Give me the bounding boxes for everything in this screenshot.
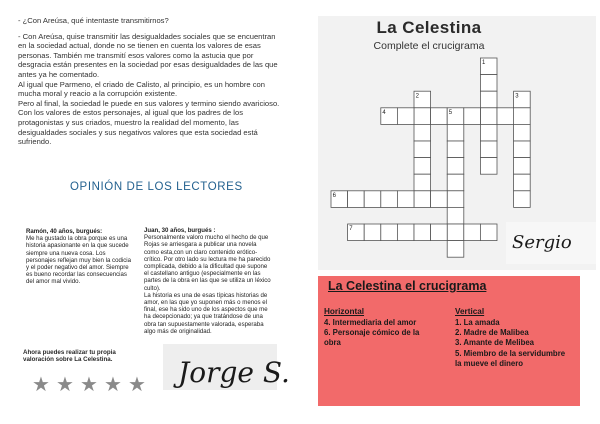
- crossword-cell[interactable]: [447, 207, 464, 224]
- clue-item: 5. Miembro de la servidumbre la mueve el dinero: [455, 348, 566, 368]
- signature-left: Jorge S.: [178, 356, 290, 389]
- crossword-cell[interactable]: [431, 191, 448, 208]
- opinions-heading: OPINIÓN DE LOS LECTORES: [70, 181, 243, 193]
- horizontal-heading: Horizontal: [324, 307, 365, 316]
- crossword-cell[interactable]: [431, 224, 448, 241]
- crossword-title: La Celestina: [376, 18, 482, 37]
- clue-number: 4: [382, 110, 386, 116]
- crossword-cell[interactable]: [414, 224, 431, 241]
- clue-number: 3: [515, 93, 519, 100]
- crossword-cell[interactable]: [447, 241, 464, 258]
- rating-prompt: Ahora puedes realizar tu propia valoración sobre La Celestina.: [23, 349, 116, 364]
- review-text: Me ha gustado la obra porque es una historia apasionante en la que sucede siempre una nueva cosa. Los personajes reflejan muy bien la codicia y el poder negativo del amor. Siempre es bueno recordar las consecuencias del amor mal vivido.: [26, 235, 132, 286]
- crossword-cell[interactable]: [431, 108, 448, 125]
- review-text: Personalmente valoro mucho el hecho de que Rojas se arriesgara a publicar una novela como esta,con un claro contenido erótico-crítico. Por otro lado su lectura me ha parecido complicada, debido a la dificultad que supone el castellano antiguo (especialmente en las partes de la obra en las que se utiliza un léxico culto).: [144, 234, 271, 292]
- clue-number: 1: [482, 60, 486, 67]
- clue-number: 5: [448, 110, 453, 116]
- clue-item: 4. Intermediaria del amor: [324, 318, 417, 327]
- horizontal-clues: [324, 318, 436, 349]
- clue-item: 1. La amada: [455, 318, 500, 327]
- crossword-cell[interactable]: [480, 91, 497, 108]
- star-icon[interactable]: ★: [80, 374, 98, 396]
- crossword-cell[interactable]: [414, 174, 431, 191]
- crossword-cell[interactable]: [414, 124, 431, 141]
- review-author: Ramón, 40 años, burgués:: [26, 228, 103, 235]
- crossword-cell[interactable]: [447, 224, 464, 241]
- crossword-cell[interactable]: [364, 224, 381, 241]
- crossword-cells: [331, 58, 530, 257]
- star-icon[interactable]: ★: [128, 374, 146, 396]
- crossword-cell[interactable]: [414, 108, 431, 125]
- crossword-cell[interactable]: [447, 141, 464, 158]
- crossword-cell[interactable]: [514, 191, 531, 208]
- star-icon[interactable]: ★: [56, 374, 74, 396]
- crossword-cell[interactable]: [414, 191, 431, 208]
- crossword-cell[interactable]: [447, 191, 464, 208]
- crossword-cell[interactable]: [480, 224, 497, 241]
- crossword-cell[interactable]: [414, 158, 431, 175]
- crossword-cell[interactable]: [514, 108, 531, 125]
- crossword-cell[interactable]: [397, 108, 414, 125]
- crossword-subtitle: Complete el crucigrama: [373, 40, 485, 52]
- crossword-cell[interactable]: [514, 141, 531, 158]
- crossword-cell[interactable]: [480, 141, 497, 158]
- star-icon[interactable]: ★: [32, 374, 50, 396]
- vertical-heading: Vertical: [455, 307, 485, 316]
- question: - ¿Con Areúsa, qué intentaste transmitirnos?: [18, 16, 169, 25]
- crossword-cell[interactable]: [480, 108, 497, 125]
- crossword-cell[interactable]: [514, 124, 531, 141]
- crossword-cell[interactable]: [397, 224, 414, 241]
- crossword-cell[interactable]: [381, 191, 398, 208]
- vertical-clues: [455, 318, 573, 369]
- answer-paragraph-1: - Con Areúsa, quise transmitir las desigualdades sociales que se encuentran en la sociedad actual, donde no se tienen en cuenta los valores de esas personas. También me transmití esos valores como la astucia que por desgracia están presentes en la sociedad por esas desigualdades de las que antes ya he comentado.: [18, 31, 278, 79]
- crossword-cell[interactable]: [497, 108, 514, 125]
- crossword-cell[interactable]: [364, 191, 381, 208]
- crossword-cell[interactable]: [397, 191, 414, 208]
- answer-paragraph-3: Pero al final, la sociedad le puede en sus valores y termino siendo avaricioso.: [18, 98, 280, 108]
- crossword-cell[interactable]: [447, 158, 464, 175]
- crossword-cell[interactable]: [480, 158, 497, 175]
- star-icon[interactable]: ★: [104, 374, 122, 396]
- clues-title: La Celestina el crucigrama: [328, 279, 487, 293]
- crossword-cell[interactable]: [447, 174, 464, 191]
- clue-item: 3. Amante de Melibea: [455, 338, 535, 348]
- crossword-cell[interactable]: [480, 75, 497, 92]
- crossword-cell[interactable]: [464, 108, 481, 125]
- crossword-cell[interactable]: [414, 141, 431, 158]
- clue-number: 7: [349, 226, 353, 233]
- crossword-cell[interactable]: [447, 124, 464, 141]
- clue-number: 6: [332, 193, 336, 199]
- signature-right: Sergio: [512, 232, 572, 253]
- crossword-cell[interactable]: [464, 224, 481, 241]
- crossword-cell[interactable]: [348, 191, 365, 208]
- crossword-cell[interactable]: [514, 158, 531, 175]
- clue-item: 6. Personaje cómico de la obra: [324, 328, 420, 348]
- crossword-cell[interactable]: [480, 124, 497, 141]
- answer-paragraph-2: Al igual que Parmeno, el criado de Calisto, al principio, es un hombre con mucha moral y reacio a la corrupción existente.: [18, 79, 265, 99]
- answer-paragraph-4: Con los valores de estos personajes, al igual que los padres de los protagonistas y sus criados, muestro la realidad del momento, las desigualdades sociales y sus negativos valores que esta sociedad está sufriendo.: [18, 108, 258, 147]
- review-text-continued: La historia es una de esas típicas historias de amor, en las que yo suponen más o menos el final, ese ha sido uno de los aspectos que me ha decepcionado; ya que tratándose de una obra tan supuestamente valorada, esperaba algo más de originalidad.: [144, 291, 268, 335]
- review-author: Juan, 30 años, burgués :: [144, 227, 216, 234]
- crossword-cell[interactable]: [514, 174, 531, 191]
- clue-item: 2. Madre de Malibea: [455, 328, 529, 338]
- clue-number: 2: [415, 93, 419, 100]
- crossword-cell[interactable]: [381, 224, 398, 241]
